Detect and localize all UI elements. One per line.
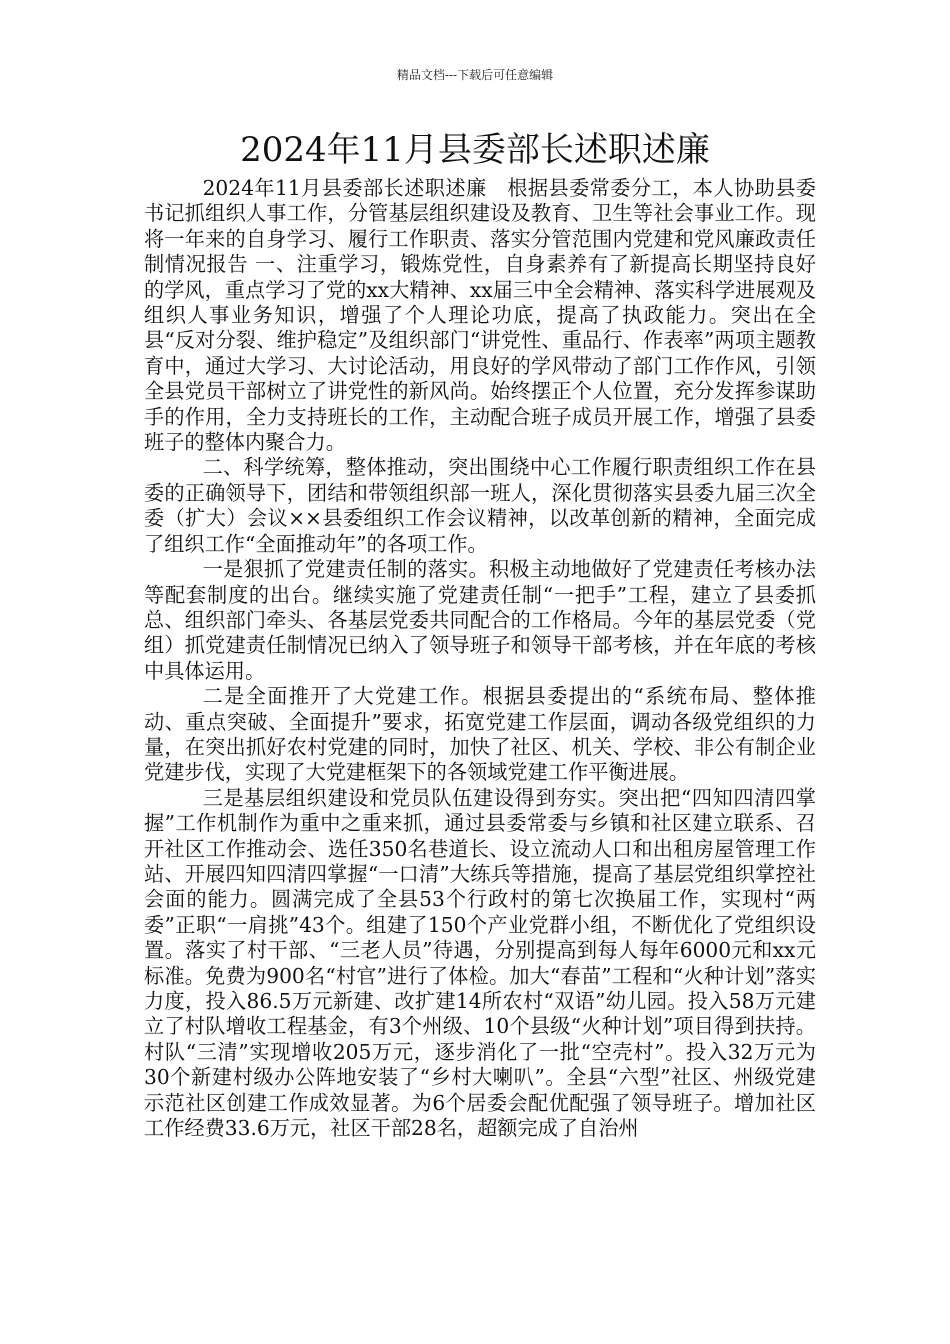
document-title: 2024年11月县委部长述职述廉 (240, 130, 710, 170)
paragraph: 一是狠抓了党建责任制的落实。积极主动地做好了党建责任考核办法等配套制度的出台。继续实施了党建责任制“一把手”工程，建立了县委抓总、组织部门牵头、各基层党委共同配合的工作格局。今年的基层党委（党组）抓党建责任制情况已纳入了领导班子和领导干部考核，并在年底的考核中具体运用。 (144, 557, 816, 683)
page-header-note: 精品文档---下载后可任意编辑 (396, 68, 554, 82)
paragraph: 二、科学统筹，整体推动，突出围绕中心工作履行职责组织工作在县委的正确领导下，团结和带领组织部一班人，深化贯彻落实县委九届三次全委（扩大）会议××县委组织工作会议精神，以改革创新的精神，全面完成了组织工作“全面推动年”的各项工作。 (144, 455, 816, 556)
paragraph: 三是基层组织建设和党员队伍建设得到夯实。突出把“四知四清四掌握”工作机制作为重中之重来抓，通过县委常委与乡镇和社区建立联系、召开社区工作推动会、选任350名巷道长、设立流动人口和出租房屋管理工作站、开展四知四清四掌握“一口清”大练兵等措施，提高了基层党组织掌控社会面的能力。圆满完成了全县53个行政村的第七次换届工作，实现村“两委”正职“一肩挑”43个。组建了150个产业党群小组，不断优化了党组织设置。落实了村干部、“三老人员”待遇，分别提高到每人每年6000元和xx元标准。免费为900名“村官”进行了体检。加大“春苗”工程和“火种计划”落实力度，投入86.5万元新建、改扩建14所农村“双语”幼儿园。投入58万元建立了村队增收工程基金，有3个州级、10个县级“火种计划”项目得到扶持。村队“三清”实现增收205万元，逐步消化了一批“空壳村”。投入32万元为30个新建村级办公阵地安装了“乡村大喇叭”。全县“六型”社区、州级党建示范社区创建工作成效显著。为6个居委会配优配强了领导班子。增加社区工作经费33.6万元，社区干部28名，超额完成了自治州 (144, 785, 816, 1141)
document-body (144, 176, 816, 1236)
paragraph: 二是全面推开了大党建工作。根据县委提出的“系统布局、整体推动、重点突破、全面提升”要求，拓宽党建工作层面，调动各级党组织的力量，在突出抓好农村党建的同时，加快了社区、机关、学校、非公有制企业党建步伐，实现了大党建框架下的各领域党建工作平衡进展。 (144, 684, 816, 785)
paragraph: 2024年11月县委部长述职述廉 根据县委常委分工，本人协助县委书记抓组织人事工作，分管基层组织建设及教育、卫生等社会事业工作。现将一年来的自身学习、履行工作职责、落实分管范围内党建和党风廉政责任制情况报告 一、注重学习，锻炼党性，自身素养有了新提高长期坚持良好的学风，重点学习了党的xx大精神、xx届三中全会精神、落实科学进展观及组织人事业务知识，增强了个人理论功底，提高了执政能力。突出在全县“反对分裂、维护稳定”及组织部门“讲党性、重品行、作表率”两项主题教育中，通过大学习、大讨论活动，用良好的学风带动了部门工作作风，引领全县党员干部树立了讲党性的新风尚。始终摆正个人位置，充分发挥参谋助手的作用，全力支持班长的工作，主动配合班子成员开展工作，增强了县委班子的整体内聚合力。 (144, 176, 816, 455)
